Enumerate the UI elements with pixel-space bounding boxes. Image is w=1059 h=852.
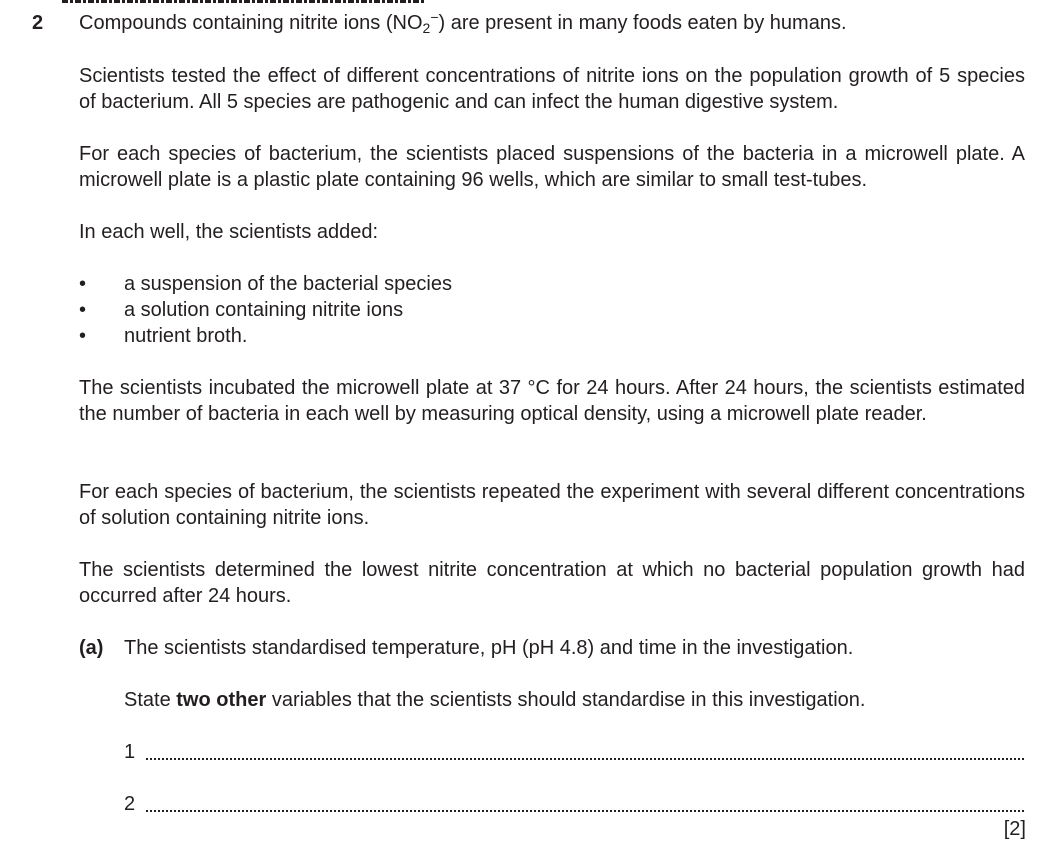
- bullet-text: a solution containing nitrite ions: [124, 299, 404, 321]
- intro-subscript: 2: [422, 20, 431, 36]
- dotted-answer-line[interactable]: [146, 810, 1024, 812]
- paragraph-microwell: For each species of bacterium, the scientists placed suspensions of the bacteria in a microwell plate. A microwell plate is a plastic plate containing 96 wells, which are similar to small test-tubes.: [79, 143, 1025, 191]
- paragraph-species: Scientists tested the effect of different concentrations of nitrite ions on the population growth of 5 species of bacterium. All 5 species are pathogenic and can infect the human digestive system.: [79, 65, 1025, 113]
- part-a-instruction: [124, 687, 865, 713]
- list-item: [79, 323, 679, 349]
- paragraph-each-well: In each well, the scientists added:: [79, 221, 379, 243]
- list-item: [79, 271, 679, 297]
- instruction-after: variables that the scientists should standardise in this investigation.: [266, 689, 866, 711]
- intro-superscript: −: [430, 9, 439, 25]
- bullet-icon: •: [79, 299, 87, 321]
- instruction-before: State: [124, 689, 177, 711]
- list-item: [79, 297, 679, 323]
- bullet-icon: •: [79, 325, 87, 347]
- bullet-icon: •: [79, 273, 87, 295]
- answer-line-2[interactable]: [124, 791, 1024, 817]
- bullet-text: a suspension of the bacterial species: [124, 273, 452, 295]
- bullet-list: [79, 271, 679, 349]
- part-a-stem: The scientists standardised temperature, pH (pH 4.8) and time in the investigation.: [124, 637, 854, 659]
- marks-allocation: [2]: [1003, 818, 1026, 840]
- question-number: 2: [32, 12, 44, 34]
- intro-text-after: ) are present in many foods eaten by humans.: [438, 12, 847, 34]
- paragraph-repeat: For each species of bacterium, the scientists repeated the experiment with several different concentrations of solution containing nitrite ions.: [79, 481, 1025, 529]
- answer-line-1[interactable]: [124, 739, 1024, 765]
- bullet-text: nutrient broth.: [124, 325, 248, 347]
- instruction-bold: two other: [176, 689, 267, 711]
- paragraph-lowest-concentration: The scientists determined the lowest nitrite concentration at which no bacterial population growth had occurred after 24 hours.: [79, 559, 1025, 607]
- dotted-answer-line[interactable]: [146, 758, 1024, 760]
- answer-number: 2: [124, 793, 136, 815]
- part-a-label: (a): [79, 637, 104, 659]
- paragraph-incubation: The scientists incubated the microwell plate at 37 °C for 24 hours. After 24 hours, the scientists estimated the number of bacteria in each well by measuring optical density, using a microwell plate reader.: [79, 377, 1025, 425]
- page-top-edge: [62, 0, 426, 3]
- intro-text-before: Compounds containing nitrite ions (NO: [79, 12, 423, 34]
- answer-number: 1: [124, 741, 136, 763]
- question-intro: [79, 10, 1025, 36]
